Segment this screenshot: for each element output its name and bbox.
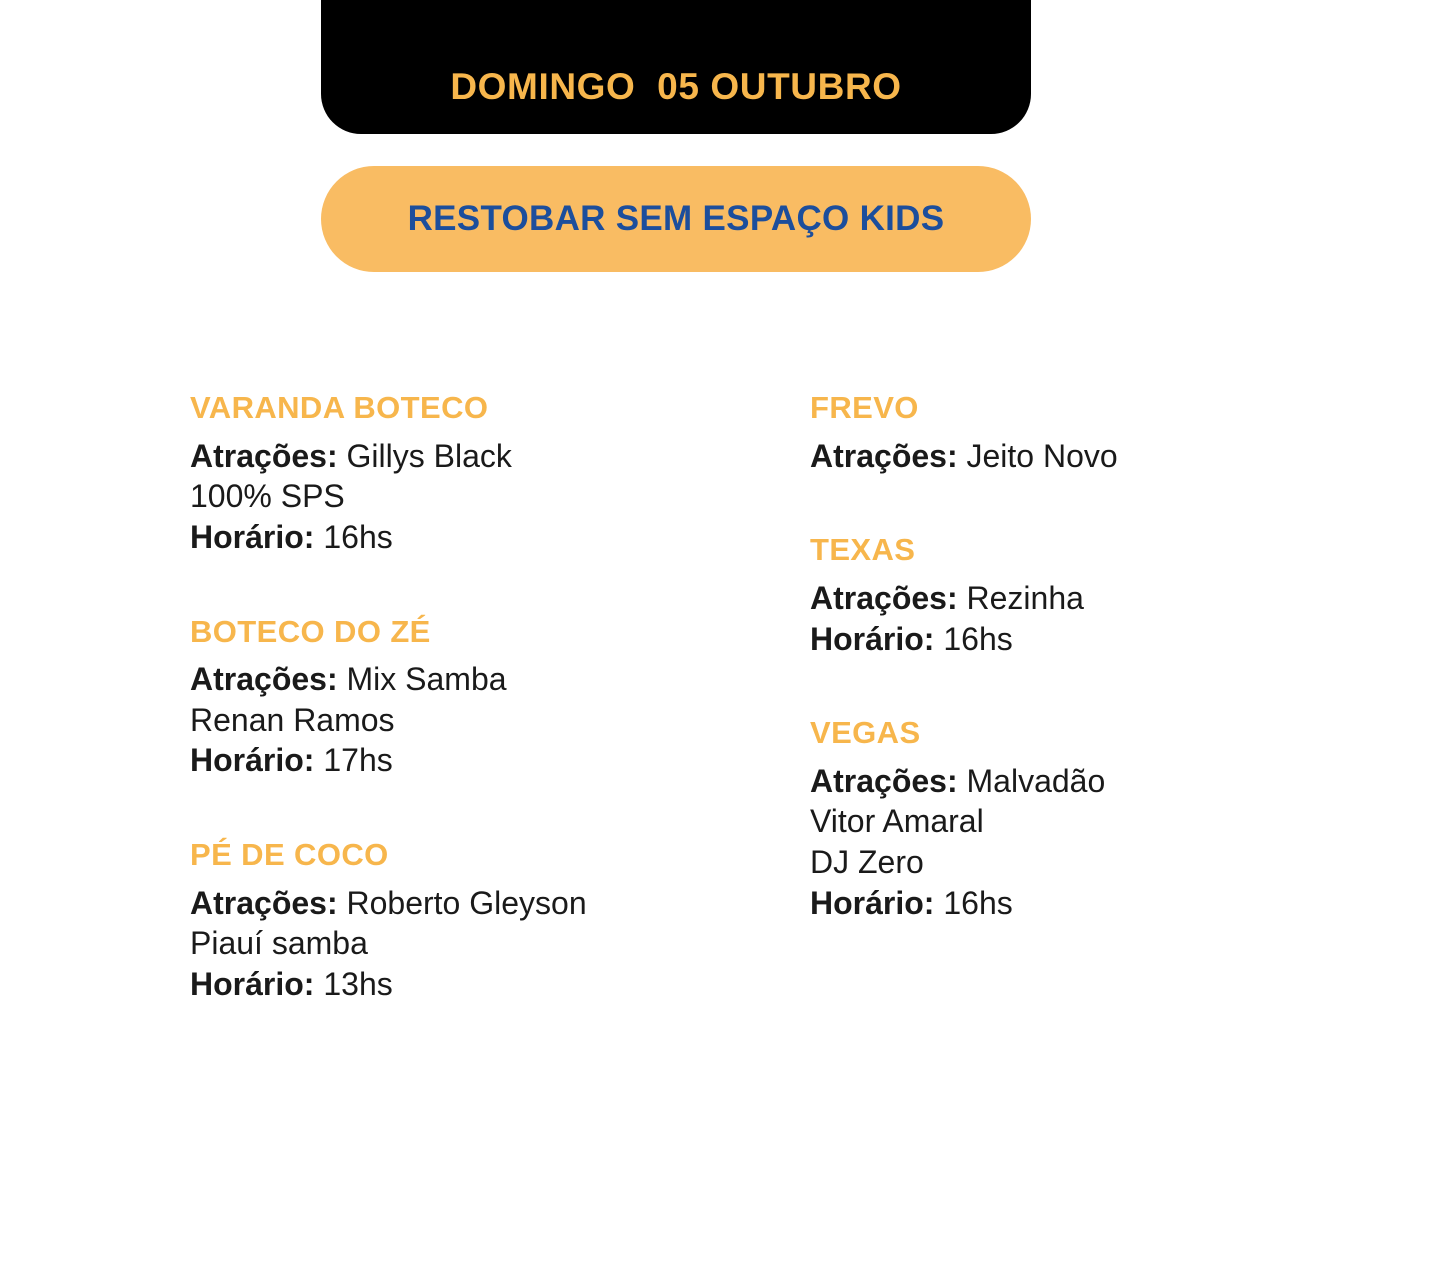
venue-name: VEGAS xyxy=(810,715,921,751)
schedule-column-left xyxy=(0,390,800,1005)
attractions-label: Atrações: xyxy=(810,579,958,616)
time-value: 16hs xyxy=(943,620,1013,657)
venue-block xyxy=(190,614,760,782)
attractions-value: Jeito Novo xyxy=(966,437,1118,474)
venue-block xyxy=(810,532,1429,659)
date-banner-label: DOMINGO 05 OUTUBRO xyxy=(450,66,902,107)
time-line xyxy=(190,964,760,1005)
attractions-extra: DJ Zero xyxy=(810,844,924,881)
attractions-value: Mix Samba xyxy=(346,661,507,698)
attractions-line xyxy=(810,761,1429,802)
attractions-value: Malvadão xyxy=(966,762,1106,799)
venue-name: FREVO xyxy=(810,390,919,425)
date-banner xyxy=(321,0,1031,134)
time-line xyxy=(190,517,760,558)
time-label: Horário: xyxy=(190,742,315,779)
attractions-label: Atrações: xyxy=(190,661,338,698)
time-label: Horário: xyxy=(190,965,315,1002)
venue-name: BOTECO DO ZÉ xyxy=(190,613,431,649)
attractions-label: Atrações: xyxy=(810,762,958,799)
time-label: Horário: xyxy=(810,620,935,657)
attractions-value: Roberto Gleyson xyxy=(346,884,587,921)
venue-name: TEXAS xyxy=(810,532,916,568)
venue-name: VARANDA BOTECO xyxy=(190,390,489,425)
attractions-line xyxy=(190,436,760,477)
attractions-line xyxy=(810,436,1429,477)
attractions-extra: Renan Ramos xyxy=(190,701,395,738)
attractions-line xyxy=(190,659,760,700)
time-label: Horário: xyxy=(190,518,315,555)
attractions-extra: Piauí samba xyxy=(190,925,368,962)
venue-block xyxy=(190,390,760,558)
venue-block xyxy=(190,837,760,1005)
venue-block xyxy=(810,715,1429,923)
venue-name: PÉ DE COCO xyxy=(190,837,389,873)
attractions-extra: Vitor Amaral xyxy=(810,803,984,840)
time-value: 16hs xyxy=(943,884,1013,921)
time-value: 17hs xyxy=(323,742,393,779)
venue-pill-label: RESTOBAR SEM ESPAÇO KIDS xyxy=(407,199,945,238)
venue-block xyxy=(810,390,1429,476)
attractions-value: Gillys Black xyxy=(346,437,512,474)
time-value: 13hs xyxy=(323,965,393,1002)
schedule-column-right xyxy=(800,390,1429,1005)
attractions-label: Atrações: xyxy=(190,437,338,474)
time-label: Horário: xyxy=(810,884,935,921)
attractions-label: Atrações: xyxy=(190,884,338,921)
time-line xyxy=(190,740,760,781)
time-value: 16hs xyxy=(323,518,393,555)
venue-pill xyxy=(321,166,1031,272)
time-line xyxy=(810,883,1429,924)
time-line xyxy=(810,619,1429,660)
schedule-columns xyxy=(0,390,1429,1005)
attractions-line xyxy=(190,883,760,924)
attractions-value: Rezinha xyxy=(966,579,1084,616)
attractions-label: Atrações: xyxy=(810,437,958,474)
attractions-extra: 100% SPS xyxy=(190,478,345,515)
attractions-line xyxy=(810,578,1429,619)
